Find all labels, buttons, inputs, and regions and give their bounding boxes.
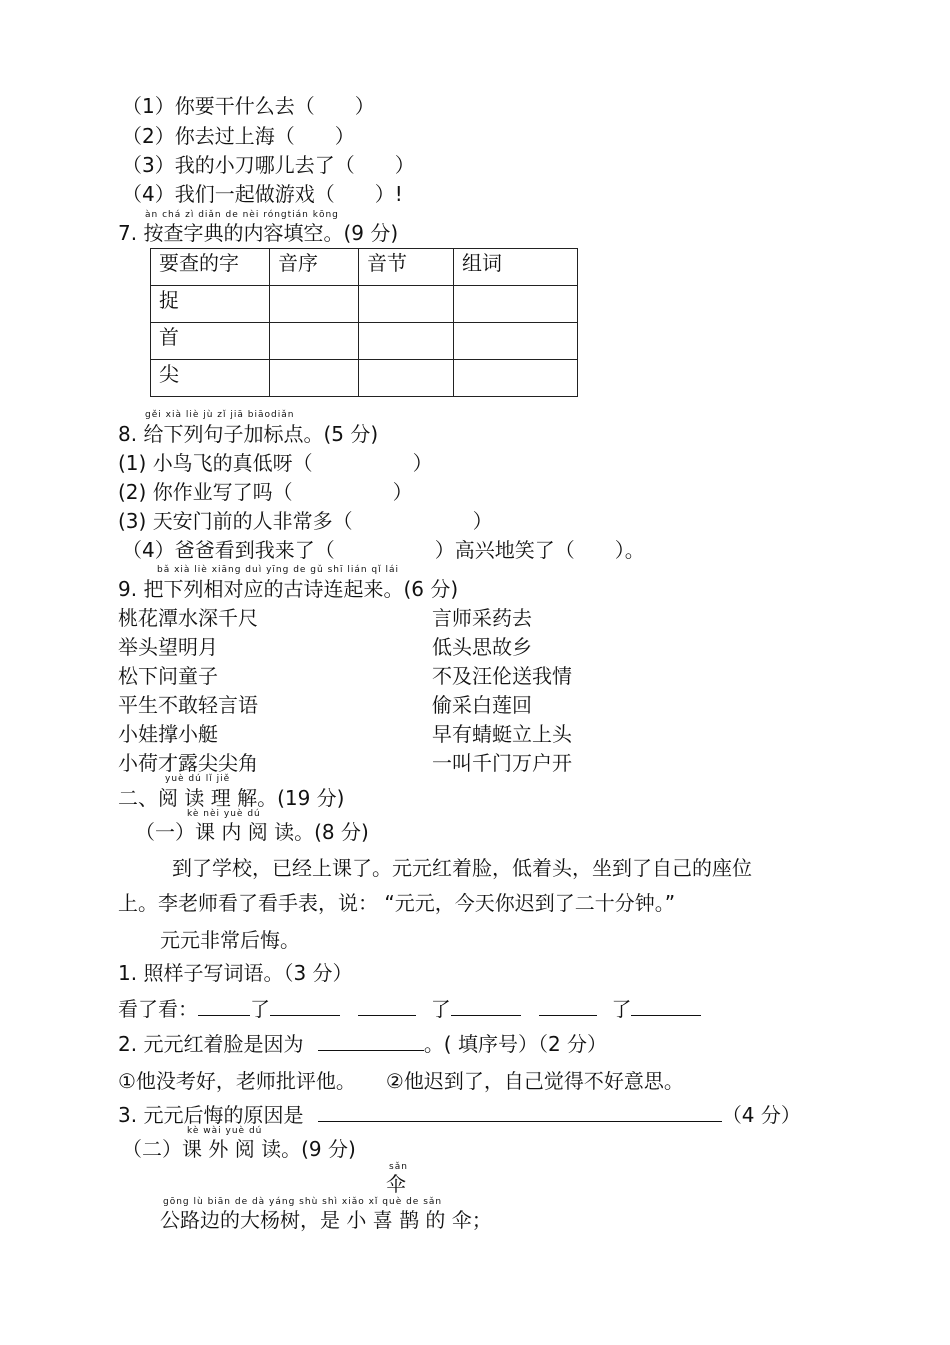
q8-item-2: (2) 你作业写了吗（ ） bbox=[118, 480, 413, 504]
table-row bbox=[151, 286, 578, 323]
table-cell-blank[interactable] bbox=[359, 360, 454, 397]
dictionary-table bbox=[150, 248, 578, 397]
q3-title: 3. 元元后悔的原因是 bbox=[118, 1103, 304, 1127]
passage-line: 到了学校，已经上课了。元元红着脸，低着头，坐到了自己的座位 bbox=[172, 856, 752, 880]
answer-blank[interactable] bbox=[451, 997, 521, 1016]
q6-item-2: （2）你去过上海（ ） bbox=[122, 124, 355, 148]
table-cell-blank[interactable] bbox=[359, 323, 454, 360]
poem-right-line: 不及汪伦送我情 bbox=[432, 664, 572, 688]
poem-right-line: 一叫千门万户开 bbox=[432, 751, 572, 775]
q1-le: 了 bbox=[430, 997, 451, 1021]
poem-title: 伞 bbox=[386, 1172, 406, 1196]
table-cell-blank[interactable] bbox=[359, 286, 454, 323]
poem-title-pinyin: sǎn bbox=[389, 1162, 408, 1172]
answer-blank[interactable] bbox=[318, 1103, 722, 1122]
table-header: 音节 bbox=[359, 249, 454, 286]
part2-title: （二）课 外 阅 读。(9 分) bbox=[122, 1137, 356, 1161]
table-cell-blank[interactable] bbox=[454, 360, 578, 397]
part1-title: （一）课 内 阅 读。(8 分) bbox=[135, 820, 369, 844]
answer-blank[interactable] bbox=[198, 997, 250, 1016]
q3-suffix: （4 分） bbox=[721, 1103, 801, 1127]
poem-right-line: 偷采白莲回 bbox=[432, 693, 532, 717]
q8-item-4: （4）爸爸看到我来了（ ）高兴地笑了（ ）。 bbox=[122, 538, 645, 562]
passage-line: 上。李老师看了看手表，说： “元元，今天你迟到了二十分钟。” bbox=[118, 891, 676, 915]
q2-suffix: 。( 填序号）（2 分） bbox=[423, 1032, 608, 1056]
table-cell-blank[interactable] bbox=[454, 323, 578, 360]
table-row bbox=[151, 360, 578, 397]
q2-line bbox=[118, 1032, 607, 1056]
sec2-title: 二、阅 读 理 解。(19 分) bbox=[118, 786, 345, 810]
q8-item-1: (1) 小鸟飞的真低呀（ ） bbox=[118, 451, 433, 475]
q1-title: 1. 照样子写词语。（3 分） bbox=[118, 961, 353, 985]
q6-item-1: （1）你要干什么去（ ） bbox=[122, 94, 375, 118]
q6-item-3: （3）我的小刀哪儿去了（ ） bbox=[122, 153, 415, 177]
q2-options: ①他没考好，老师批评他。 ②他迟到了，自己觉得不好意思。 bbox=[118, 1069, 684, 1093]
table-header: 音序 bbox=[270, 249, 359, 286]
table-header: 组词 bbox=[454, 249, 578, 286]
q8-item-3: (3) 天安门前的人非常多（ ） bbox=[118, 509, 493, 533]
table-row bbox=[151, 323, 578, 360]
q1-prefix: 看了看： bbox=[118, 997, 198, 1021]
poem-right-line: 低头思故乡 bbox=[432, 635, 532, 659]
table-cell-char: 首 bbox=[151, 323, 270, 360]
poem-right-line: 言师采药去 bbox=[432, 606, 532, 630]
part1-pinyin: kè nèi yuè dú bbox=[187, 809, 261, 819]
table-cell-blank[interactable] bbox=[270, 286, 359, 323]
q6-item-4: （4）我们一起做游戏（ ）! bbox=[122, 182, 403, 206]
poem-line: 公路边的大杨树，是 小 喜 鹊 的 伞； bbox=[160, 1208, 492, 1232]
table-cell-char: 捉 bbox=[151, 286, 270, 323]
table-cell-blank[interactable] bbox=[454, 286, 578, 323]
poem-right-line: 早有蜻蜓立上头 bbox=[432, 722, 572, 746]
poem-left-line: 小娃撑小艇 bbox=[118, 722, 218, 746]
table-header: 要查的字 bbox=[151, 249, 270, 286]
q8-pinyin: gěi xià liè jù zǐ jiā biāodiǎn bbox=[145, 410, 295, 420]
q7-title: 7. 按查字典的内容填空。(9 分) bbox=[118, 221, 399, 245]
answer-blank[interactable] bbox=[631, 997, 701, 1016]
poem-left-line: 举头望明月 bbox=[118, 635, 218, 659]
poem-line-pinyin: gōng lù biān de dà yáng shù shì xiǎo xǐ què de sǎn bbox=[163, 1197, 443, 1207]
answer-blank[interactable] bbox=[270, 997, 340, 1016]
q1-le: 了 bbox=[611, 997, 632, 1021]
sec2-pinyin: yuè dú lǐ jiě bbox=[165, 774, 231, 784]
poem-left-line: 平生不敢轻言语 bbox=[118, 693, 258, 717]
q2-title: 2. 元元红着脸是因为 bbox=[118, 1032, 304, 1056]
passage-line: 元元非常后悔。 bbox=[160, 928, 300, 952]
q9-title: 9. 把下列相对应的古诗连起来。(6 分) bbox=[118, 577, 459, 601]
q1-le: 了 bbox=[250, 997, 270, 1021]
poem-left-line: 小荷才露尖尖角 bbox=[118, 751, 258, 775]
answer-blank[interactable] bbox=[318, 1032, 424, 1051]
part2-pinyin: kè wài yuè dú bbox=[187, 1126, 263, 1136]
q3-line bbox=[118, 1103, 801, 1127]
q1-line bbox=[118, 997, 701, 1021]
q7-pinyin: àn chá zì diǎn de nèi róngtián kōng bbox=[145, 210, 339, 220]
q8-title: 8. 给下列句子加标点。(5 分) bbox=[118, 422, 379, 446]
q9-pinyin: bǎ xià liè xiāng duì yīng de gǔ shī lián qǐ lái bbox=[157, 565, 400, 575]
poem-left-line: 桃花潭水深千尺 bbox=[118, 606, 258, 630]
table-header-row bbox=[151, 249, 578, 286]
table-cell-blank[interactable] bbox=[270, 323, 359, 360]
table-cell-blank[interactable] bbox=[270, 360, 359, 397]
poem-left-line: 松下问童子 bbox=[118, 664, 218, 688]
answer-blank[interactable] bbox=[358, 997, 416, 1016]
table-cell-char: 尖 bbox=[151, 360, 270, 397]
answer-blank[interactable] bbox=[539, 997, 597, 1016]
